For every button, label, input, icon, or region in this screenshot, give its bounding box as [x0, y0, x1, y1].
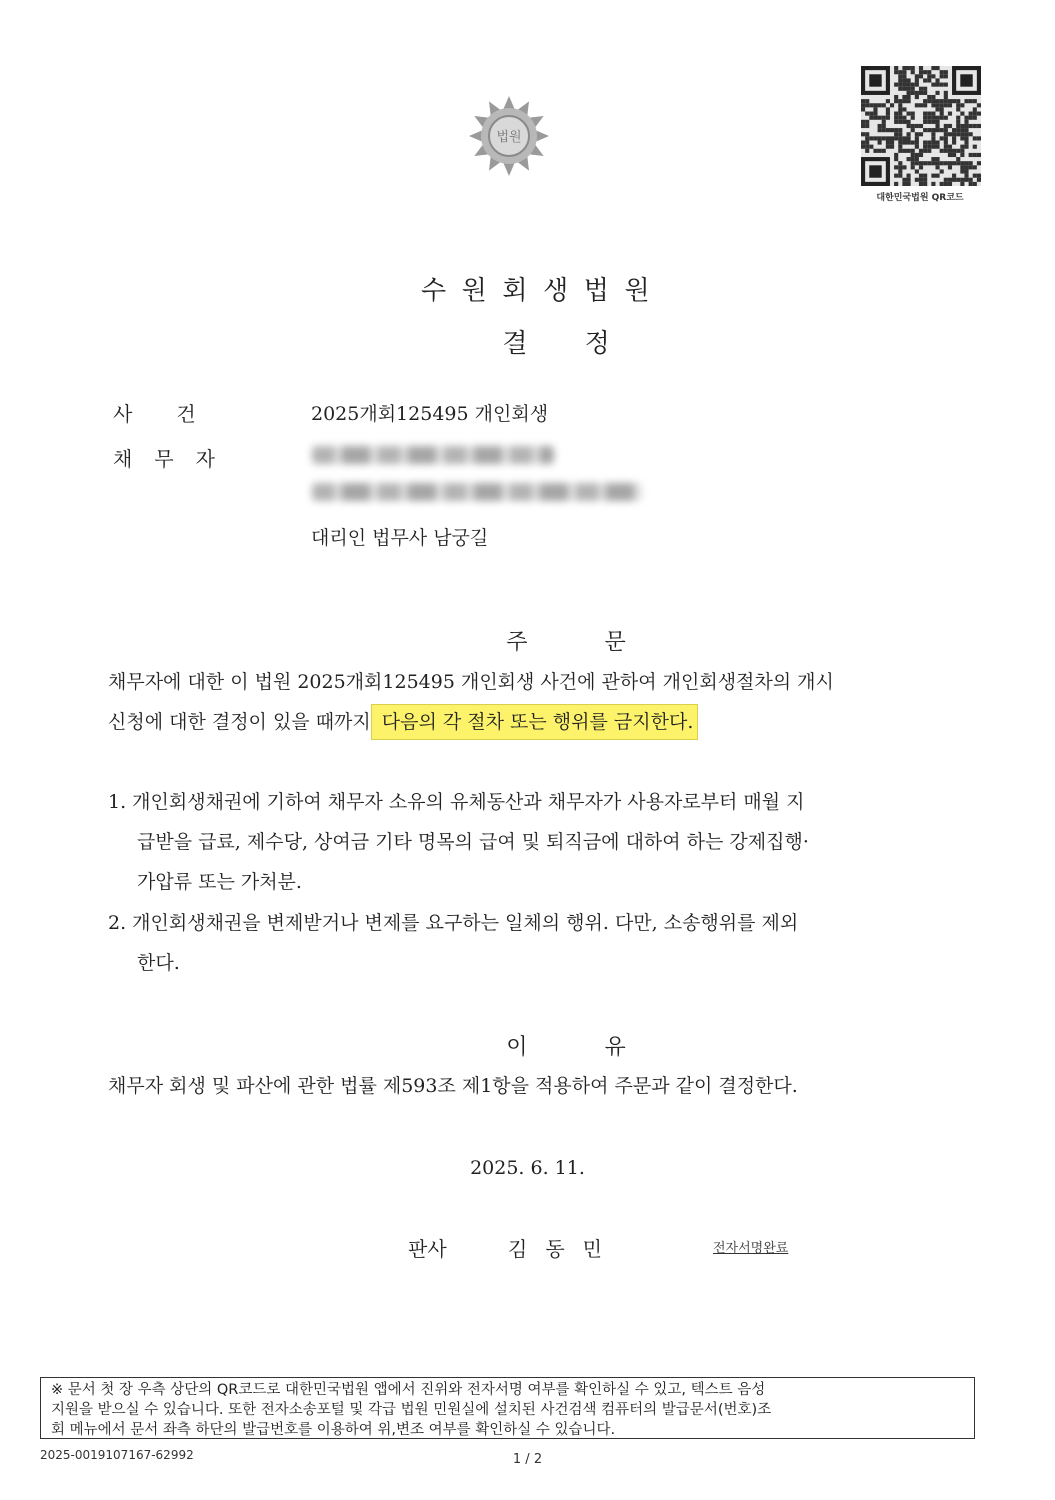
reason-text: 채무자 회생 및 파산에 관한 법률 제593조 제1항을 적용하여 주문과 같이 결정한다.: [108, 1075, 798, 1097]
svg-text:법원: 법원: [496, 130, 522, 145]
judge-title: 판사: [408, 1237, 447, 1261]
order-item-2-line1: 2. 개인회생채권을 변제받거나 변제를 요구하는 일체의 행위. 다만, 소송행위를 제외: [108, 912, 799, 934]
debtor-name-redacted: [312, 446, 554, 464]
notice-line-2: 지원을 받으실 수 있습니다. 또한 전자소송포털 및 각급 법원 민원실에 설치된 사건검색 컴퓨터의 발급문서(번호)조: [51, 1402, 772, 1418]
verification-notice: [40, 1377, 975, 1439]
order-intro-line1: 채무자에 대한 이 법원 2025개회125495 개인회생 사건에 관하여 개인회생절차의 개시: [108, 671, 834, 693]
page-number: 1 / 2: [512, 1452, 543, 1467]
debtor-label: 채무자: [113, 447, 237, 471]
decision-date: 2025. 6. 11.: [470, 1157, 585, 1179]
case-label: 사건: [113, 402, 240, 426]
qr-caption: 대한민국법원 QR코드: [876, 193, 964, 203]
notice-line-3: 회 메뉴에서 문서 좌측 하단의 발급번호를 이용하여 위,변조 여부를 확인하실 수 있습니다.: [51, 1422, 616, 1438]
agent-name: 대리인 법무사 남궁길: [311, 527, 489, 549]
electronic-signature-status: 전자서명완료: [713, 1241, 789, 1256]
document-title: 결정: [502, 329, 667, 359]
court-seal-logo: [466, 93, 552, 179]
issue-number: 2025-0019107167-62992: [40, 1448, 194, 1462]
order-heading: 주문: [506, 630, 703, 655]
judge-name: 김동민: [508, 1237, 620, 1261]
order-item-2-line2: 한다.: [137, 952, 180, 974]
highlighted-prohibition: 다음의 각 절차 또는 행위를 금지한다.: [371, 704, 699, 740]
court-name: 수원회생법원: [420, 276, 666, 306]
reason-heading: 이유: [506, 1035, 703, 1060]
notice-line-1: ※ 문서 첫 장 우측 상단의 QR코드로 대한민국법원 앱에서 진위와 전자서명 여부를 확인하실 수 있고, 텍스트 음성: [51, 1382, 766, 1398]
order-item-1-line3: 가압류 또는 가처분.: [137, 871, 302, 893]
case-number: 2025개회125495 개인회생: [311, 403, 549, 425]
order-item-1-line1: 1. 개인회생채권에 기하여 채무자 소유의 유체동산과 채무자가 사용자로부터 매월 지: [108, 791, 805, 813]
order-item-1-line2: 급받을 급료, 제수당, 상여금 기타 명목의 급여 및 퇴직금에 대하여 하는 강제집행·: [137, 831, 809, 853]
qr-code: [861, 66, 981, 186]
order-intro-line2: [108, 702, 938, 742]
order-intro-text: 신청에 대한 결정이 있을 때까지: [108, 711, 371, 733]
debtor-address-redacted: [312, 483, 642, 501]
